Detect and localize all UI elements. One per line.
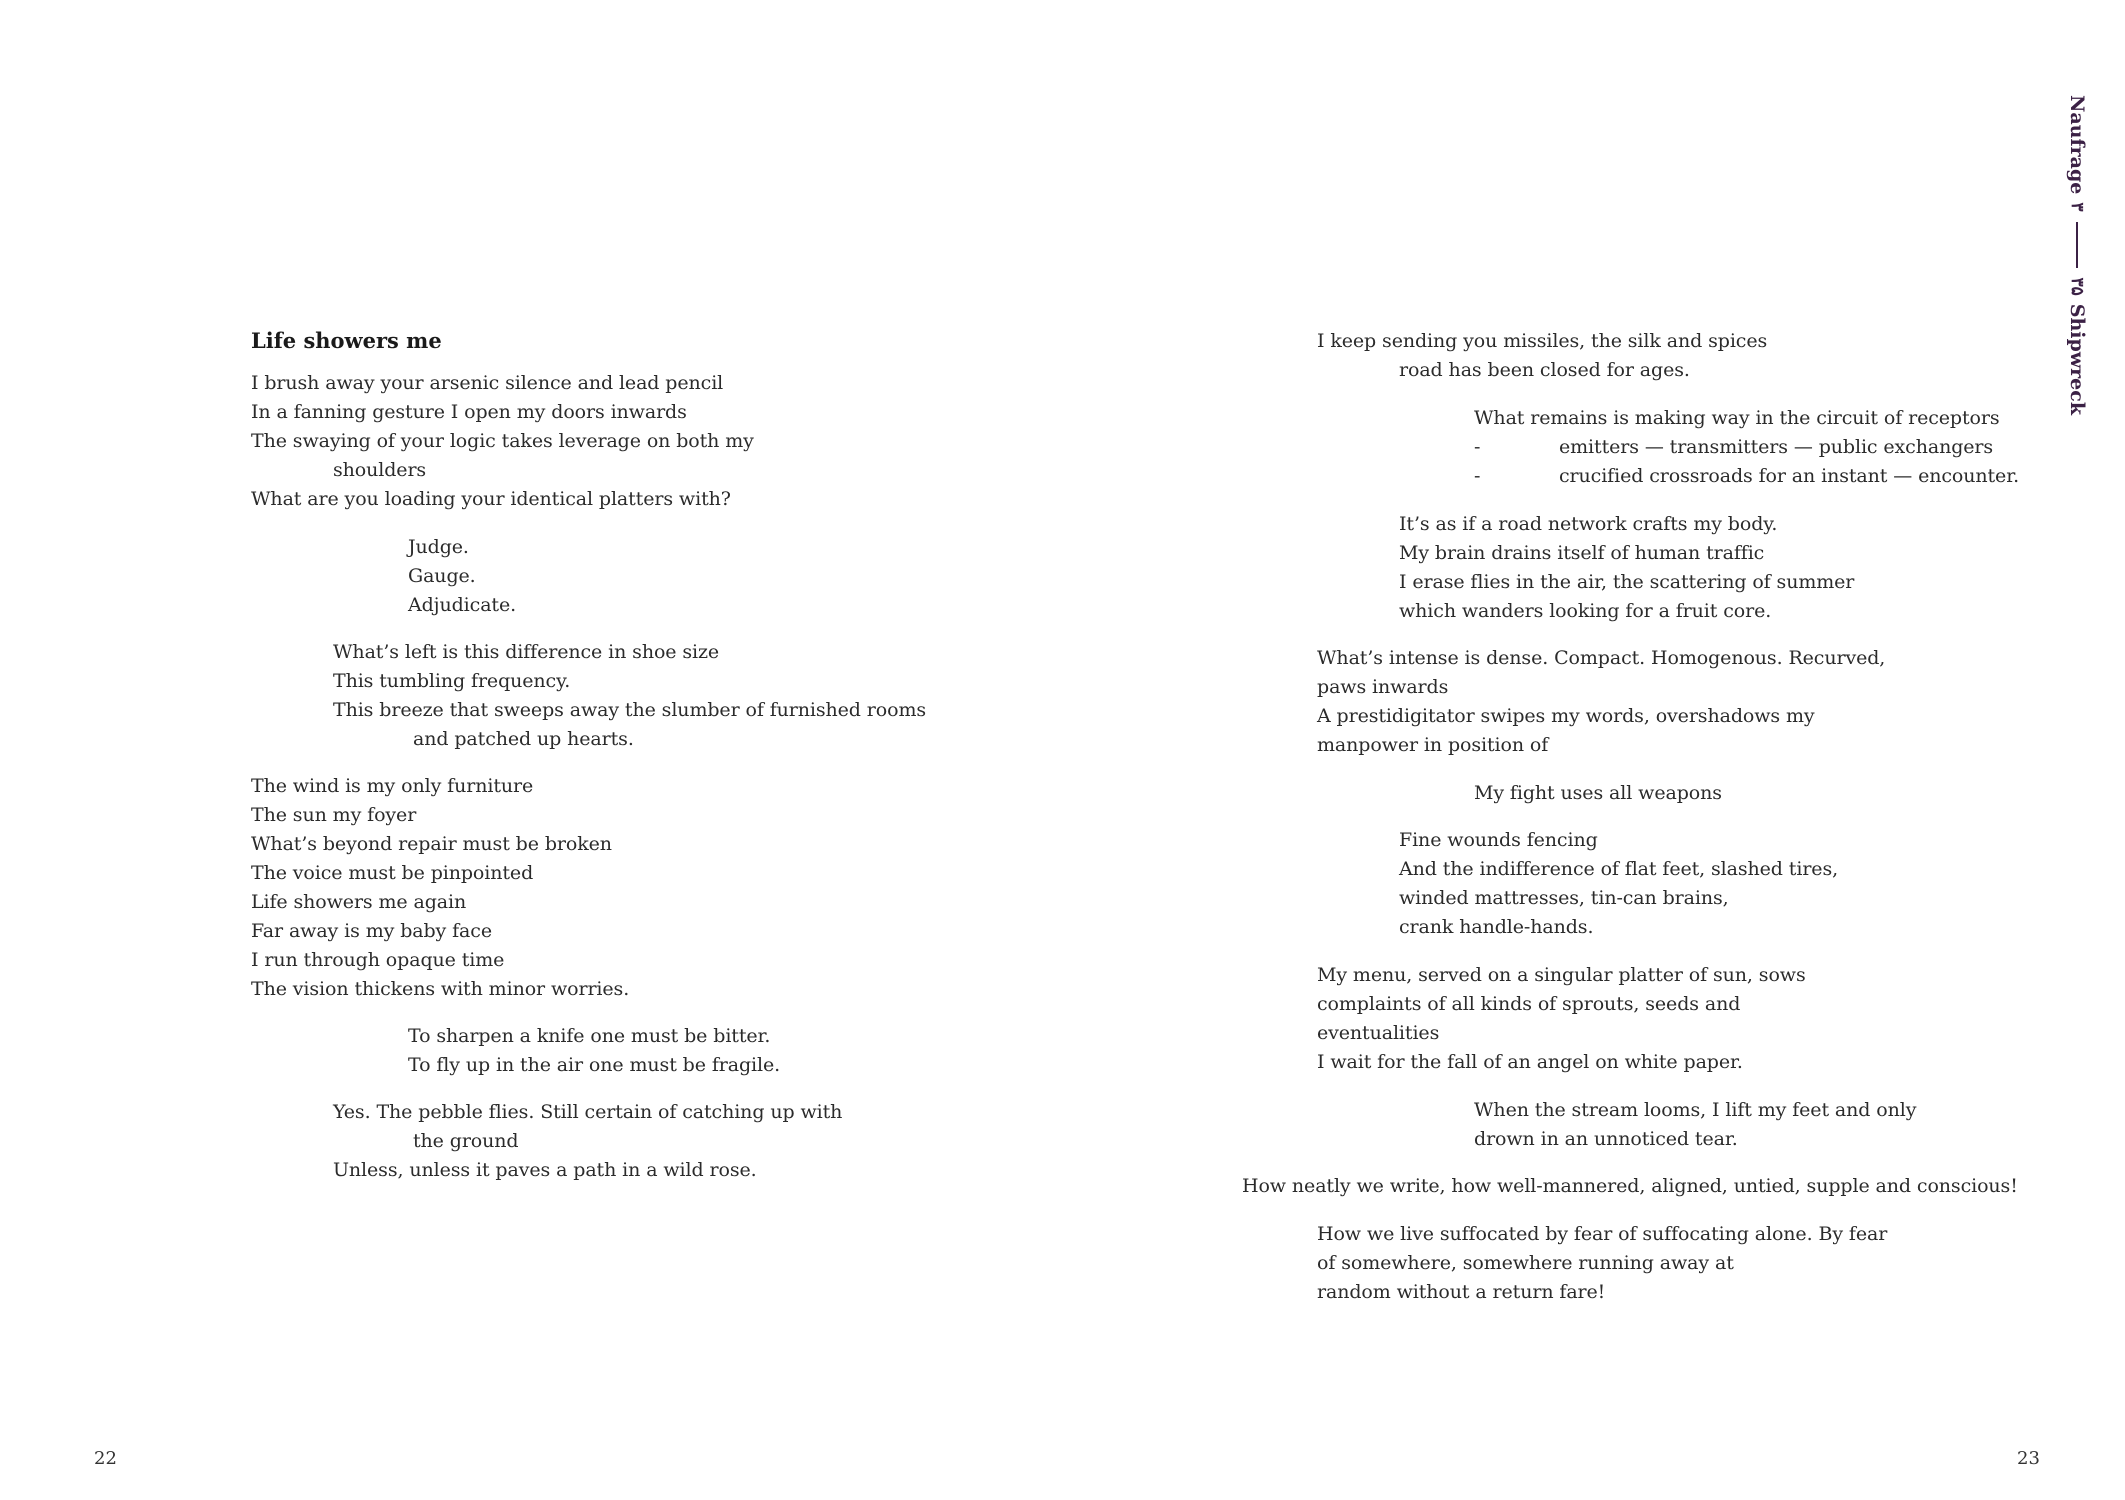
poem-line: The voice must be pinpointed (251, 862, 534, 884)
running-head-rule (2076, 222, 2078, 268)
poem-line: I brush away your arsenic silence and lead pencil (251, 372, 724, 394)
running-head-french-glyph: ٣ (2067, 202, 2087, 212)
poem-line: To sharpen a knife one must be bitter. (408, 1025, 771, 1047)
poem-line: Fine wounds fencing (1399, 829, 1598, 851)
poem-line: And the indifference of flat feet, slashed tires, (1399, 858, 1839, 880)
poem-line: manpower in position of (1317, 734, 1549, 756)
poem-line: When the stream looms, I lift my feet and only (1474, 1099, 1917, 1121)
list-dash: - (1474, 436, 1481, 458)
poem-line: The sun my foyer (251, 804, 417, 826)
poem-line: What’s left is this difference in shoe size (333, 641, 720, 663)
poem-line: winded mattresses, tin-can brains, (1399, 887, 1729, 909)
poem-line: eventualities (1317, 1022, 1440, 1044)
poem-line: This breeze that sweeps away the slumber of furnished rooms (333, 699, 927, 721)
poem-line: It’s as if a road network crafts my body. (1399, 513, 1778, 535)
poem-line: My menu, served on a singular platter of sun, sows (1317, 964, 1806, 986)
poem-line: and patched up hearts. (413, 728, 634, 750)
poem-line: What remains is making way in the circuit of receptors (1474, 407, 2000, 429)
poem-line: Far away is my baby face (251, 920, 492, 942)
poem-line: Life showers me again (251, 891, 467, 913)
poem-line: What are you loading your identical platters with? (251, 488, 731, 510)
poem-line: What’s intense is dense. Compact. Homogenous. Recurved, (1317, 647, 1886, 669)
list-dash: - (1474, 465, 1481, 487)
poem-title: Life showers me (251, 328, 442, 353)
poem-line: Yes. The pebble flies. Still certain of catching up with (333, 1101, 843, 1123)
poem-line: road has been closed for ages. (1399, 359, 1690, 381)
right-page (1062, 0, 2125, 1500)
poem-line: I wait for the fall of an angel on white paper. (1317, 1051, 1743, 1073)
poem-line: Gauge. (408, 565, 476, 587)
poem-line: How neatly we write, how well-mannered, aligned, untied, supple and conscious! (1242, 1175, 2018, 1197)
poem-line: Unless, unless it paves a path in a wild rose. (333, 1159, 757, 1181)
poem-line: shoulders (333, 459, 427, 481)
poem-line: The swaying of your logic takes leverage on both my (251, 430, 754, 452)
poem-line: I keep sending you missiles, the silk and spices (1317, 330, 1768, 352)
poem-line: random without a return fare! (1317, 1281, 1606, 1303)
poem-line: How we live suffocated by fear of suffocating alone. By fear (1317, 1223, 1888, 1245)
poem-line: The vision thickens with minor worries. (251, 978, 630, 1000)
running-head-english: Shipwreck (2066, 303, 2088, 415)
page-number: 22 (94, 1448, 117, 1469)
poem-line: I erase flies in the air, the scattering of summer (1399, 571, 1855, 593)
poem-line: crank handle-hands. (1399, 916, 1594, 938)
poem-line: To fly up in the air one must be fragile. (408, 1054, 781, 1076)
poem-line: which wanders looking for a fruit core. (1399, 600, 1772, 622)
page-number: 23 (2017, 1448, 2040, 1469)
poem-line: paws inwards (1317, 676, 1449, 698)
poem-line: crucified crossroads for an instant — encounter. (1559, 465, 2020, 487)
left-page (0, 0, 1062, 1500)
running-head (2060, 95, 2094, 415)
poem-line: Judge. (408, 536, 469, 558)
poem-line: A prestidigitator swipes my words, overshadows my (1317, 705, 1815, 727)
poem-line: I run through opaque time (251, 949, 505, 971)
poem-line: My brain drains itself of human traffic (1399, 542, 1765, 564)
running-head-english-glyph: ٣۵ (2067, 277, 2087, 296)
poem-line: the ground (413, 1130, 519, 1152)
poem-line: drown in an unnoticed tear. (1474, 1128, 1738, 1150)
poem-line: This tumbling frequency. (333, 670, 571, 692)
poem-line: What’s beyond repair must be broken (251, 833, 612, 855)
poem-line: My fight uses all weapons (1474, 782, 1722, 804)
running-head-french: Naufrage (2066, 95, 2088, 195)
poem-line: Adjudicate. (408, 594, 517, 616)
poem-line: emitters — transmitters — public exchangers (1559, 436, 1994, 458)
poem-line: complaints of all kinds of sprouts, seeds and (1317, 993, 1741, 1015)
poem-line: In a fanning gesture I open my doors inwards (251, 401, 687, 423)
poem-line: of somewhere, somewhere running away at (1317, 1252, 1734, 1274)
poem-line: The wind is my only furniture (251, 775, 534, 797)
